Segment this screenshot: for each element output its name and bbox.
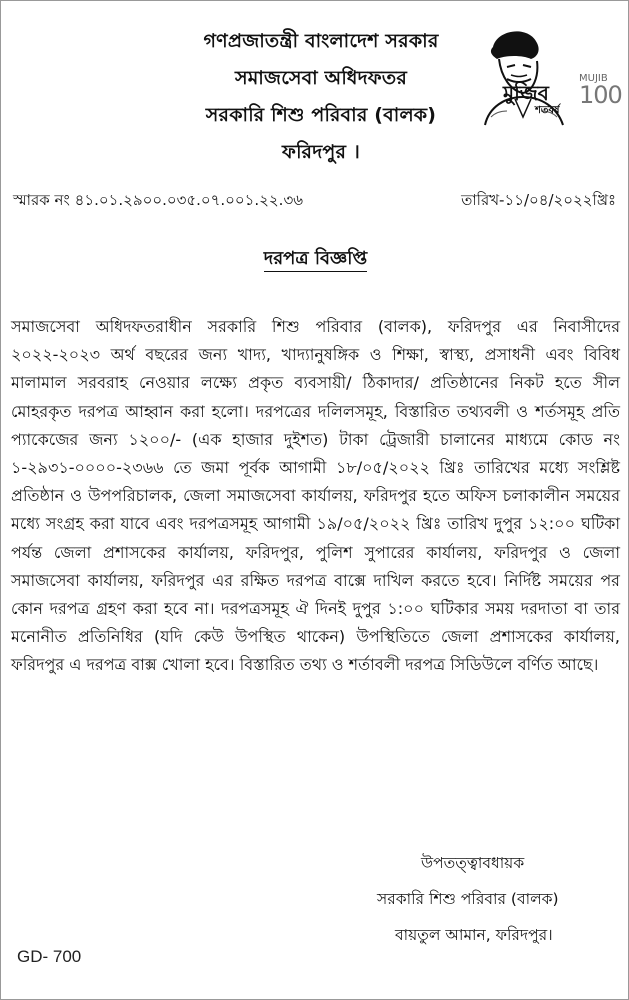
memo-date: তারিখ-১১/০৪/২০২২খ্রিঃ [461, 191, 616, 209]
mujib-english-text: MUJIB [579, 73, 608, 84]
mujib-bangla-text: মুজিব [503, 81, 549, 105]
signature-block [361, 845, 611, 953]
mujib-100-logo [471, 21, 621, 131]
memo-reference: স্মারক নং ৪১.০১.২৯০০.০৩৫.০৭.০০১.২২.৩৬ [13, 191, 303, 209]
government-name: গণপ্রজাতন্ত্রী বাংলাদেশ সরকার [203, 30, 439, 52]
signatory-address: বায়তুল আমান, ফরিদপুর। [395, 926, 553, 944]
mujib-sub-text: শতবর্ষ [535, 105, 560, 116]
mujib-number-text: 100 [579, 81, 622, 109]
gd-code: GD- 700 [17, 947, 82, 966]
department-name: সমাজসেবা অধিদফতর [234, 67, 407, 89]
notice-title-text: দরপত্র বিজ্ঞপ্তি [264, 248, 367, 272]
memo-row [13, 189, 616, 215]
notice-body: সমাজসেবা অধিদফতরাধীন সরকারি শিশু পরিবার (বালক), ফরিদপুর এর নিবাসীদের ২০২২-২০২৩ অর্থ বছরের জন্য খাদ্য, খাদ্যানুষঙ্গিক ও শিক্ষা, স্বাস্থ্য, প্রসাধনী এবং বিবিধ মালামাল সরবরাহ নেওয়ার লক্ষ্যে প্রকৃত ব্যবসায়ী/ ঠিকাদার/ প্রতিষ্ঠানের নিকট হতে সীল মোহরকৃত দরপত্র আহ্বান করা হলো। দরপত্রের দলিলসমূহ, বিস্তারিত তথ্যবলী ও শর্তসমূহ প্রতি প্যাকেজের জন্য ১২০০/- (এক হাজার দুইশত) টাকা ট্রেজারী চালানের মাধ্যমে কোড নং ১-২৯৩১-০০০০-২৩৬৬ তে জমা পূর্বক আগামী ১৮/০৫/২০২২ খ্রিঃ তারিখের মধ্যে সংশ্লিষ্ট প্রতিষ্ঠান ও উপপরিচালক, জেলা সমাজসেবা কার্যালয়, ফরিদপুর হতে অফিস চলাকালীন সময়ের মধ্যে সংগ্রহ করা যাবে এবং দরপত্রসমূহ আগামী ১৯/০৫/২০২২ খ্রিঃ তারিখ দুপুর ১২:০০ ঘটিকা পর্যন্ত জেলা প্রশাসকের কার্যালয়, ফরিদপুর, পুলিশ সুপারের কার্যালয়, ফরিদপুর ও জেলা সমাজসেবা কার্যালয়, ফরিদপুর এর রক্ষিত দরপত্র বাক্সে দাখিল করতে হবে। নির্দিষ্ট সময়ের পর কোন দরপত্র গ্রহণ করা হবে না। দরপত্রসমূহ ঐ দিনই দুপুর ১:০০ ঘটিকার সময় দরদাতা বা তার মনোনীত প্রতিনিধির (যদি কেউ উপস্থিত থাকেন) উপস্থিতিতে জেলা প্রশাসকের কার্যালয়, ফরিদপুর এ দরপত্র বাক্স খোলা হবে। বিস্তারিত তথ্য ও শর্তাবলী দরপত্র সিডিউলে বর্ণিত আছে। [11, 317, 620, 675]
notice-title [1, 244, 629, 275]
office-name: সরকারি শিশু পরিবার (বালক) [205, 104, 437, 126]
signatory-designation: উপতত্ত্বাবধায়ক [421, 854, 525, 872]
office-location: ফরিদপুর । [282, 141, 360, 163]
signatory-office: সরকারি শিশু পরিবার (বালক) [377, 890, 559, 908]
